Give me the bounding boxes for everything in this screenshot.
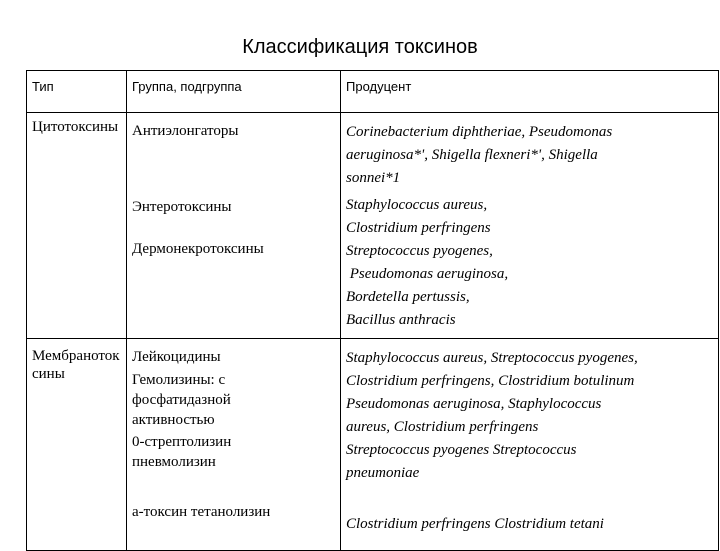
producer-line: aureus, Clostridium perfringens bbox=[346, 419, 539, 435]
producer-line: Bordetella pertussis, bbox=[346, 289, 470, 305]
group-enterotoxins: Энтеротоксины bbox=[132, 199, 232, 215]
group-line: Лейкоцидины bbox=[132, 349, 221, 365]
cytotoxins-producers-cell bbox=[341, 113, 719, 339]
membranotoxins-type: Мембранотоксины bbox=[32, 348, 120, 382]
table-row-membranotoxins bbox=[27, 339, 719, 551]
group-line: фосфатидазной bbox=[132, 392, 231, 408]
cytotoxins-type: Цитотоксины bbox=[32, 119, 119, 135]
producer-line: aeruginosa*', Shigella flexneri*', Shigella bbox=[346, 147, 598, 163]
producer-line: Staphylococcus aureus, bbox=[346, 197, 488, 213]
producer-line: Clostridium perfringens bbox=[346, 220, 491, 236]
cytotoxins-groups-cell bbox=[127, 113, 341, 339]
group-dermonecrotoxins: Дермонекротоксины bbox=[132, 241, 264, 257]
producer-line: Staphylococcus aureus, Streptococcus pyogenes, bbox=[346, 350, 638, 366]
group-alpha-toxin: а-токсин тетанолизин bbox=[132, 504, 271, 520]
producer-line: Pseudomonas aeruginosa, Staphylococcus bbox=[346, 396, 602, 412]
producer-line: sonnei*1 bbox=[346, 170, 401, 186]
producer-line: pneumoniae bbox=[346, 465, 420, 481]
producer-line: Bacillus anthracis bbox=[346, 312, 456, 328]
group-line: активностью bbox=[132, 412, 215, 428]
toxin-classification-table bbox=[26, 70, 719, 551]
producer-line: Corinebacterium diphtheriae, Pseudomonas bbox=[346, 124, 613, 140]
membranotoxins-type-cell bbox=[27, 339, 127, 551]
header-row bbox=[27, 71, 719, 113]
table-row-cytotoxins bbox=[27, 113, 719, 339]
header-producer: Продуцент bbox=[341, 71, 719, 113]
producer-line: Pseudomonas aeruginosa, bbox=[346, 266, 509, 282]
producer-line: Streptococcus pyogenes Streptococcus bbox=[346, 442, 577, 458]
group-line: Гемолизины: с bbox=[132, 372, 226, 388]
group-antielongators: Антиэлонгаторы bbox=[132, 123, 239, 139]
page-title: Классификация токсинов bbox=[242, 36, 478, 58]
cytotoxins-type-cell bbox=[27, 113, 127, 339]
group-line: пневмолизин bbox=[132, 454, 216, 470]
producer-line: Clostridium perfringens, Clostridium botulinum bbox=[346, 373, 635, 389]
producer-line: Clostridium perfringens Clostridium tetani bbox=[346, 516, 604, 532]
membranotoxins-groups-cell bbox=[127, 339, 341, 551]
membranotoxins-producers-cell bbox=[341, 339, 719, 551]
header-group: Группа, подгруппа bbox=[127, 71, 341, 113]
producer-line: Streptococcus pyogenes, bbox=[346, 243, 493, 259]
group-line: 0-стрептолизин bbox=[132, 434, 232, 450]
header-type: Тип bbox=[27, 71, 127, 113]
